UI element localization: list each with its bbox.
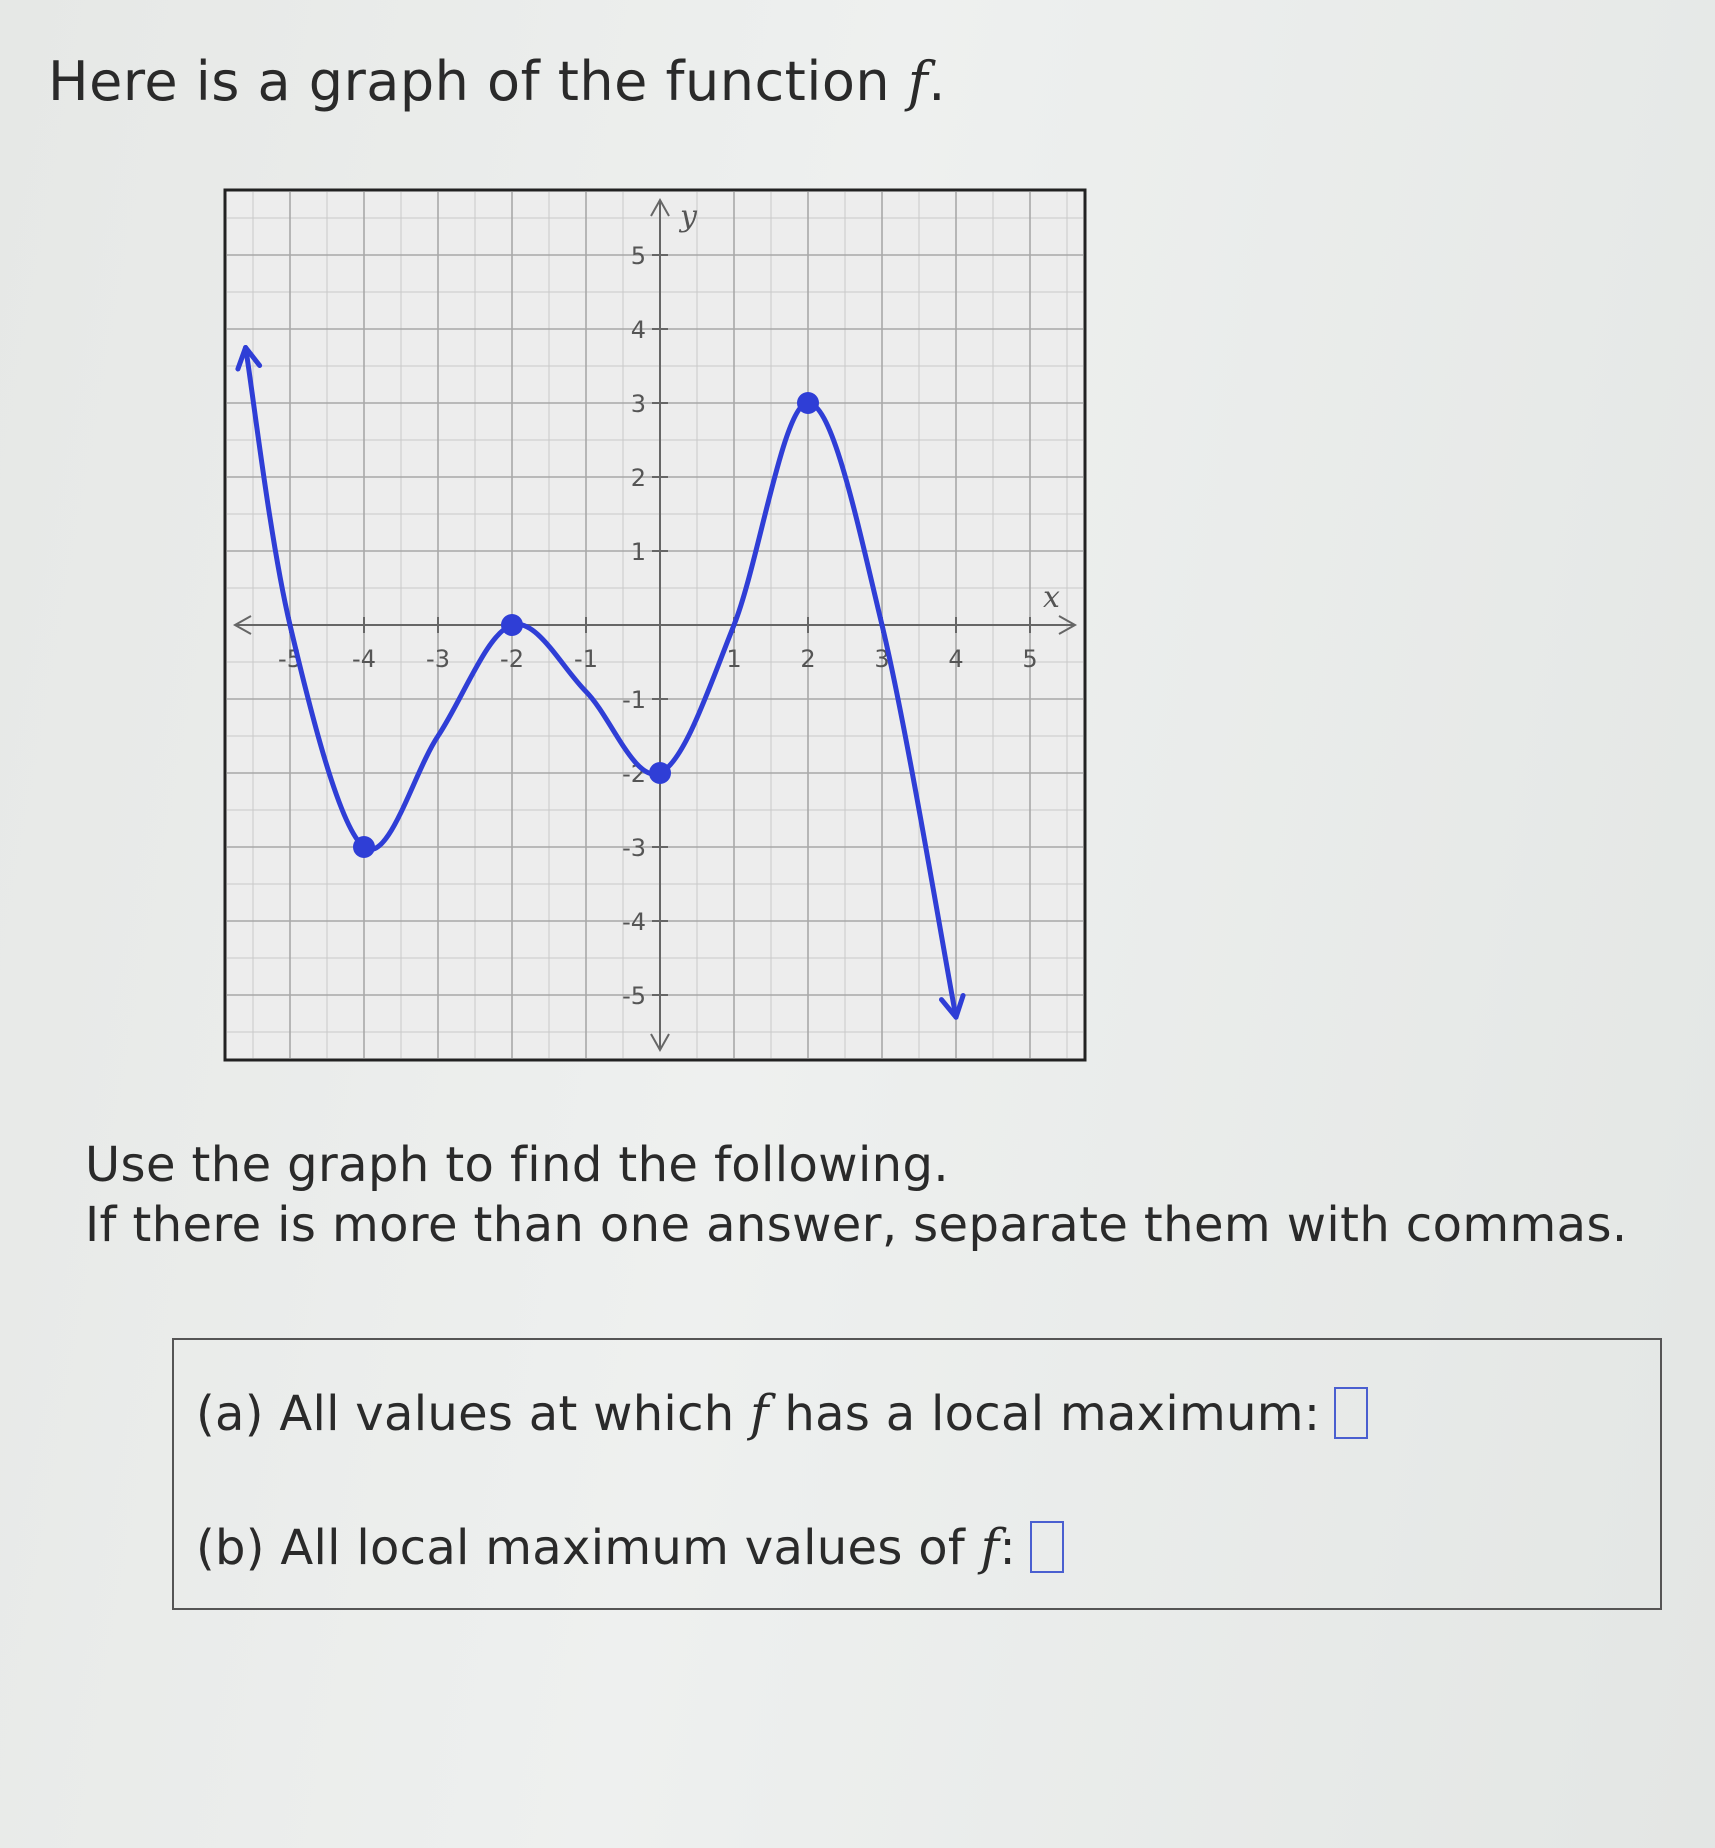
x-tick-label: 3 [874,645,890,673]
y-tick-label: 2 [630,464,646,492]
x-tick-label: -1 [574,645,598,673]
turning-point [353,836,375,858]
answer-input-b[interactable] [1030,1521,1064,1573]
instructions [85,1135,1628,1255]
title-prefix: Here is a graph of the function [48,50,908,113]
y-tick-label: -5 [622,982,646,1010]
question-a-label [196,1384,1320,1442]
question-b-suffix: : [999,1520,1016,1576]
turning-point [649,762,671,784]
question-a-prefix: (a) All values at which [196,1386,751,1442]
question-a-function-name: f [750,1384,769,1442]
title-function-name: f [907,50,929,113]
y-tick-label: 5 [630,242,646,270]
x-tick-label: -5 [278,645,302,673]
x-tick-label: 1 [726,645,742,673]
y-tick-label: 3 [630,390,646,418]
x-tick-label: 4 [948,645,964,673]
title-suffix: . [928,50,946,113]
instruction-line-2: If there is more than one answer, separate them with commas. [85,1197,1628,1253]
answer-input-a[interactable] [1334,1387,1368,1439]
x-tick-label: -2 [500,645,524,673]
question-b [196,1518,1064,1576]
question-a-suffix: has a local maximum: [768,1386,1321,1442]
x-axis-label: x [1043,580,1060,615]
x-tick-label: -4 [352,645,376,673]
y-tick-label: 1 [630,538,646,566]
question-b-prefix: (b) All local maximum values of [196,1520,981,1576]
y-tick-label: -1 [622,686,646,714]
x-tick-label: -3 [426,645,450,673]
y-axis-label: y [680,199,697,234]
y-tick-label: -2 [622,760,646,788]
y-tick-label: 4 [630,316,646,344]
y-tick-label: -4 [622,908,646,936]
graph-svg [205,180,1105,1080]
x-tick-label: 2 [800,645,816,673]
question-b-label [196,1518,1016,1576]
function-graph [205,180,1105,1080]
x-tick-label: 5 [1022,645,1038,673]
page-title [48,50,946,113]
instruction-line-1: Use the graph to find the following. [85,1137,950,1193]
question-a [196,1384,1368,1442]
question-b-function-name: f [980,1518,1000,1576]
turning-point [501,614,523,636]
turning-point [797,392,819,414]
answer-box [172,1338,1662,1610]
y-tick-label: -3 [622,834,646,862]
